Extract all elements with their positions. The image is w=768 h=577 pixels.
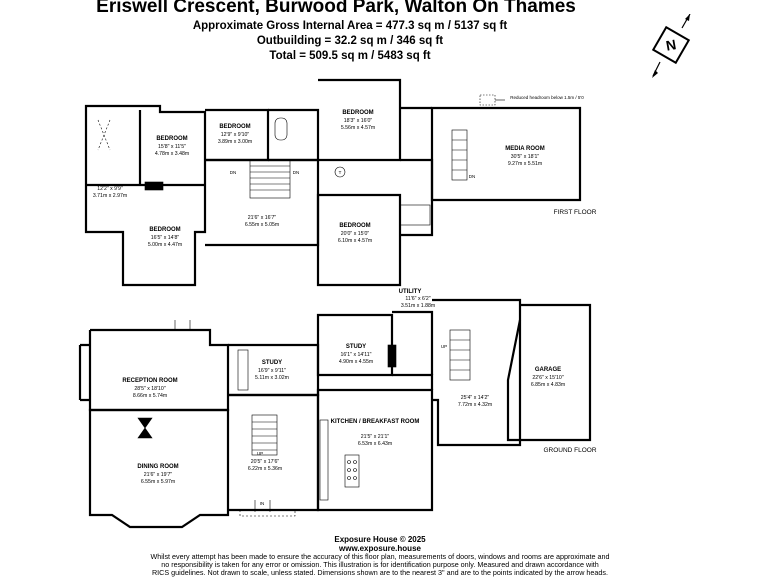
kitchen-island xyxy=(345,455,359,487)
bedroom-d-dim-metric: 5.00m x 4.47m xyxy=(147,242,183,248)
reception-name: RECEPTION ROOM xyxy=(122,378,178,384)
garage-up: UP xyxy=(440,344,448,349)
ground-floor-fixtures xyxy=(138,320,470,516)
bedroom-a-name: BEDROOM xyxy=(156,136,188,142)
bedroom-e-name: BEDROOM xyxy=(339,223,371,229)
utility-dim-imperial: 11'6" x 6'2" xyxy=(405,296,431,302)
ground-floor-label: GROUND FLOOR xyxy=(543,447,597,454)
outbuilding-area: Outbuilding = 32.2 sq m / 346 sq ft xyxy=(256,35,444,47)
bath-fixture xyxy=(400,205,430,225)
utility-dim-metric: 3.51m x 1.88m xyxy=(400,303,436,309)
bedroom-b-dim-metric: 3.89m x 3.00m xyxy=(217,139,253,145)
bedroom-a-dim-imperial: 15'8" x 11'5" xyxy=(157,144,187,150)
copyright: Exposure House © 2025 xyxy=(334,535,426,544)
bedroom-a-dim-metric: 4.78m x 3.48m xyxy=(154,151,190,157)
first-floor-chimney xyxy=(145,182,163,190)
gross-area: Approximate Gross Internal Area = 477.3 sq m / 5137 sq ft xyxy=(192,20,508,32)
reception-dim-metric: 8.66m x 5.74m xyxy=(132,393,168,399)
bedroom-c-name: BEDROOM xyxy=(342,110,374,116)
first-floor-dn-left: DN xyxy=(229,170,237,175)
study-a-dim-metric: 5.11m x 3.02m xyxy=(255,375,289,381)
first-floor-label: FIRST FLOOR xyxy=(553,209,597,216)
dining-dim-imperial: 21'6" x 19'7" xyxy=(143,472,173,478)
dressing-dim-imperial: 12'2" x 9'9" xyxy=(97,186,123,192)
hall-dim-metric: 6.22m x 5.36m xyxy=(247,466,283,472)
study-a-name: STUDY xyxy=(261,360,283,366)
media-room-dn: DN xyxy=(468,174,476,179)
bedroom-e-dim-imperial: 20'0" x 15'0" xyxy=(340,231,370,237)
garage-dim-metric: 6.85m x 4.83m xyxy=(530,382,566,388)
dining-name: DINING ROOM xyxy=(137,464,179,470)
dining-dim-metric: 6.55m x 5.97m xyxy=(140,479,176,485)
study-shelving xyxy=(238,350,248,390)
kitchen-dim-metric: 6.53m x 6.43m xyxy=(357,441,393,447)
study-b-dim-metric: 4.90m x 4.55m xyxy=(338,359,374,365)
study-b-dim-imperial: 16'1" x 14'11" xyxy=(340,352,372,358)
hall-up: UP xyxy=(256,451,264,456)
kitchen-counter xyxy=(320,420,328,500)
bathtub-fixture xyxy=(275,118,287,140)
dressing-dim-metric: 3.71m x 2.97m xyxy=(92,193,128,199)
media-room-name: MEDIA ROOM xyxy=(505,146,545,152)
garage-dim-imperial: 22'6" x 15'10" xyxy=(532,375,564,381)
total-area: Total = 509.5 sq m / 5483 sq ft xyxy=(269,50,431,62)
page-title: Eriswell Crescent, Burwood Park, Walton On Thames xyxy=(96,0,576,17)
bedroom-c-dim-imperial: 18'3" x 16'0" xyxy=(343,118,373,124)
ground-floor-walls xyxy=(80,300,590,527)
headroom-note: Reduced headroom below 1.5m / 5'0 xyxy=(510,95,584,100)
kitchen-dim-imperial: 21'5" x 21'1" xyxy=(360,434,390,440)
garage-stairs xyxy=(450,330,470,380)
first-floor-dn-right: DN xyxy=(292,170,300,175)
bedroom-b-dim-imperial: 12'9" x 9'10" xyxy=(220,132,250,138)
stairs-ground-floor xyxy=(252,415,277,455)
kitchen-name: KITCHEN / BREAKFAST ROOM xyxy=(330,419,420,425)
reception-french-doors xyxy=(175,320,190,330)
entrance-in: IN xyxy=(259,501,265,506)
landing-t: T xyxy=(338,170,342,175)
bedroom-e-dim-metric: 6.10m x 4.57m xyxy=(337,238,373,244)
bedroom-c-dim-metric: 5.56m x 4.57m xyxy=(340,125,376,131)
landing-dim-metric: 6.55m x 5.05m xyxy=(244,222,280,228)
media-room-dim-imperial: 30'5" x 18'1" xyxy=(510,154,540,160)
bedroom-d-dim-imperial: 16'5" x 14'8" xyxy=(150,235,180,241)
disclaimer-line-3: RICS guidelines. Not drawn to scale, unless stated. Dimensions shown are to the nearest 3" and are to the points indicated by the arrow heads. xyxy=(151,568,609,577)
bedroom-d-name: BEDROOM xyxy=(149,227,181,233)
garage-name: GARAGE xyxy=(534,367,562,373)
garage-room-dim-imperial: 25'4" x 14'2" xyxy=(460,395,490,401)
utility-name: UTILITY xyxy=(398,289,422,295)
study-b-name: STUDY xyxy=(345,344,367,350)
study-a-dim-imperial: 16'9" x 9'11" xyxy=(257,368,287,374)
disclaimer-line-2: no responsibility is taken for any error or omission. This illustration is for identification purpose only. Measured and drawn accordance with xyxy=(161,560,599,569)
landing-dim-imperial: 21'6" x 16'7" xyxy=(247,215,277,221)
bedroom-b-name: BEDROOM xyxy=(219,124,251,130)
website: www.exposure.house xyxy=(339,544,421,553)
reception-dim-imperial: 28'5" x 18'10" xyxy=(134,386,166,392)
garage-room-dim-metric: 7.72m x 4.32m xyxy=(457,402,493,408)
media-stairs xyxy=(452,130,467,180)
compass-letter: N xyxy=(664,36,678,54)
reception-fireplace xyxy=(138,418,152,428)
study-chimney xyxy=(388,345,396,367)
disclaimer-line-1: Whilst every attempt has been made to ensure the accuracy of this floor plan, measurements of doors, windows and rooms are approximate and xyxy=(150,552,610,561)
media-room-dim-metric: 9.27m x 5.51m xyxy=(507,161,543,167)
hall-dim-imperial: 20'5" x 17'6" xyxy=(250,459,280,465)
ground-floor-labels xyxy=(122,289,597,506)
